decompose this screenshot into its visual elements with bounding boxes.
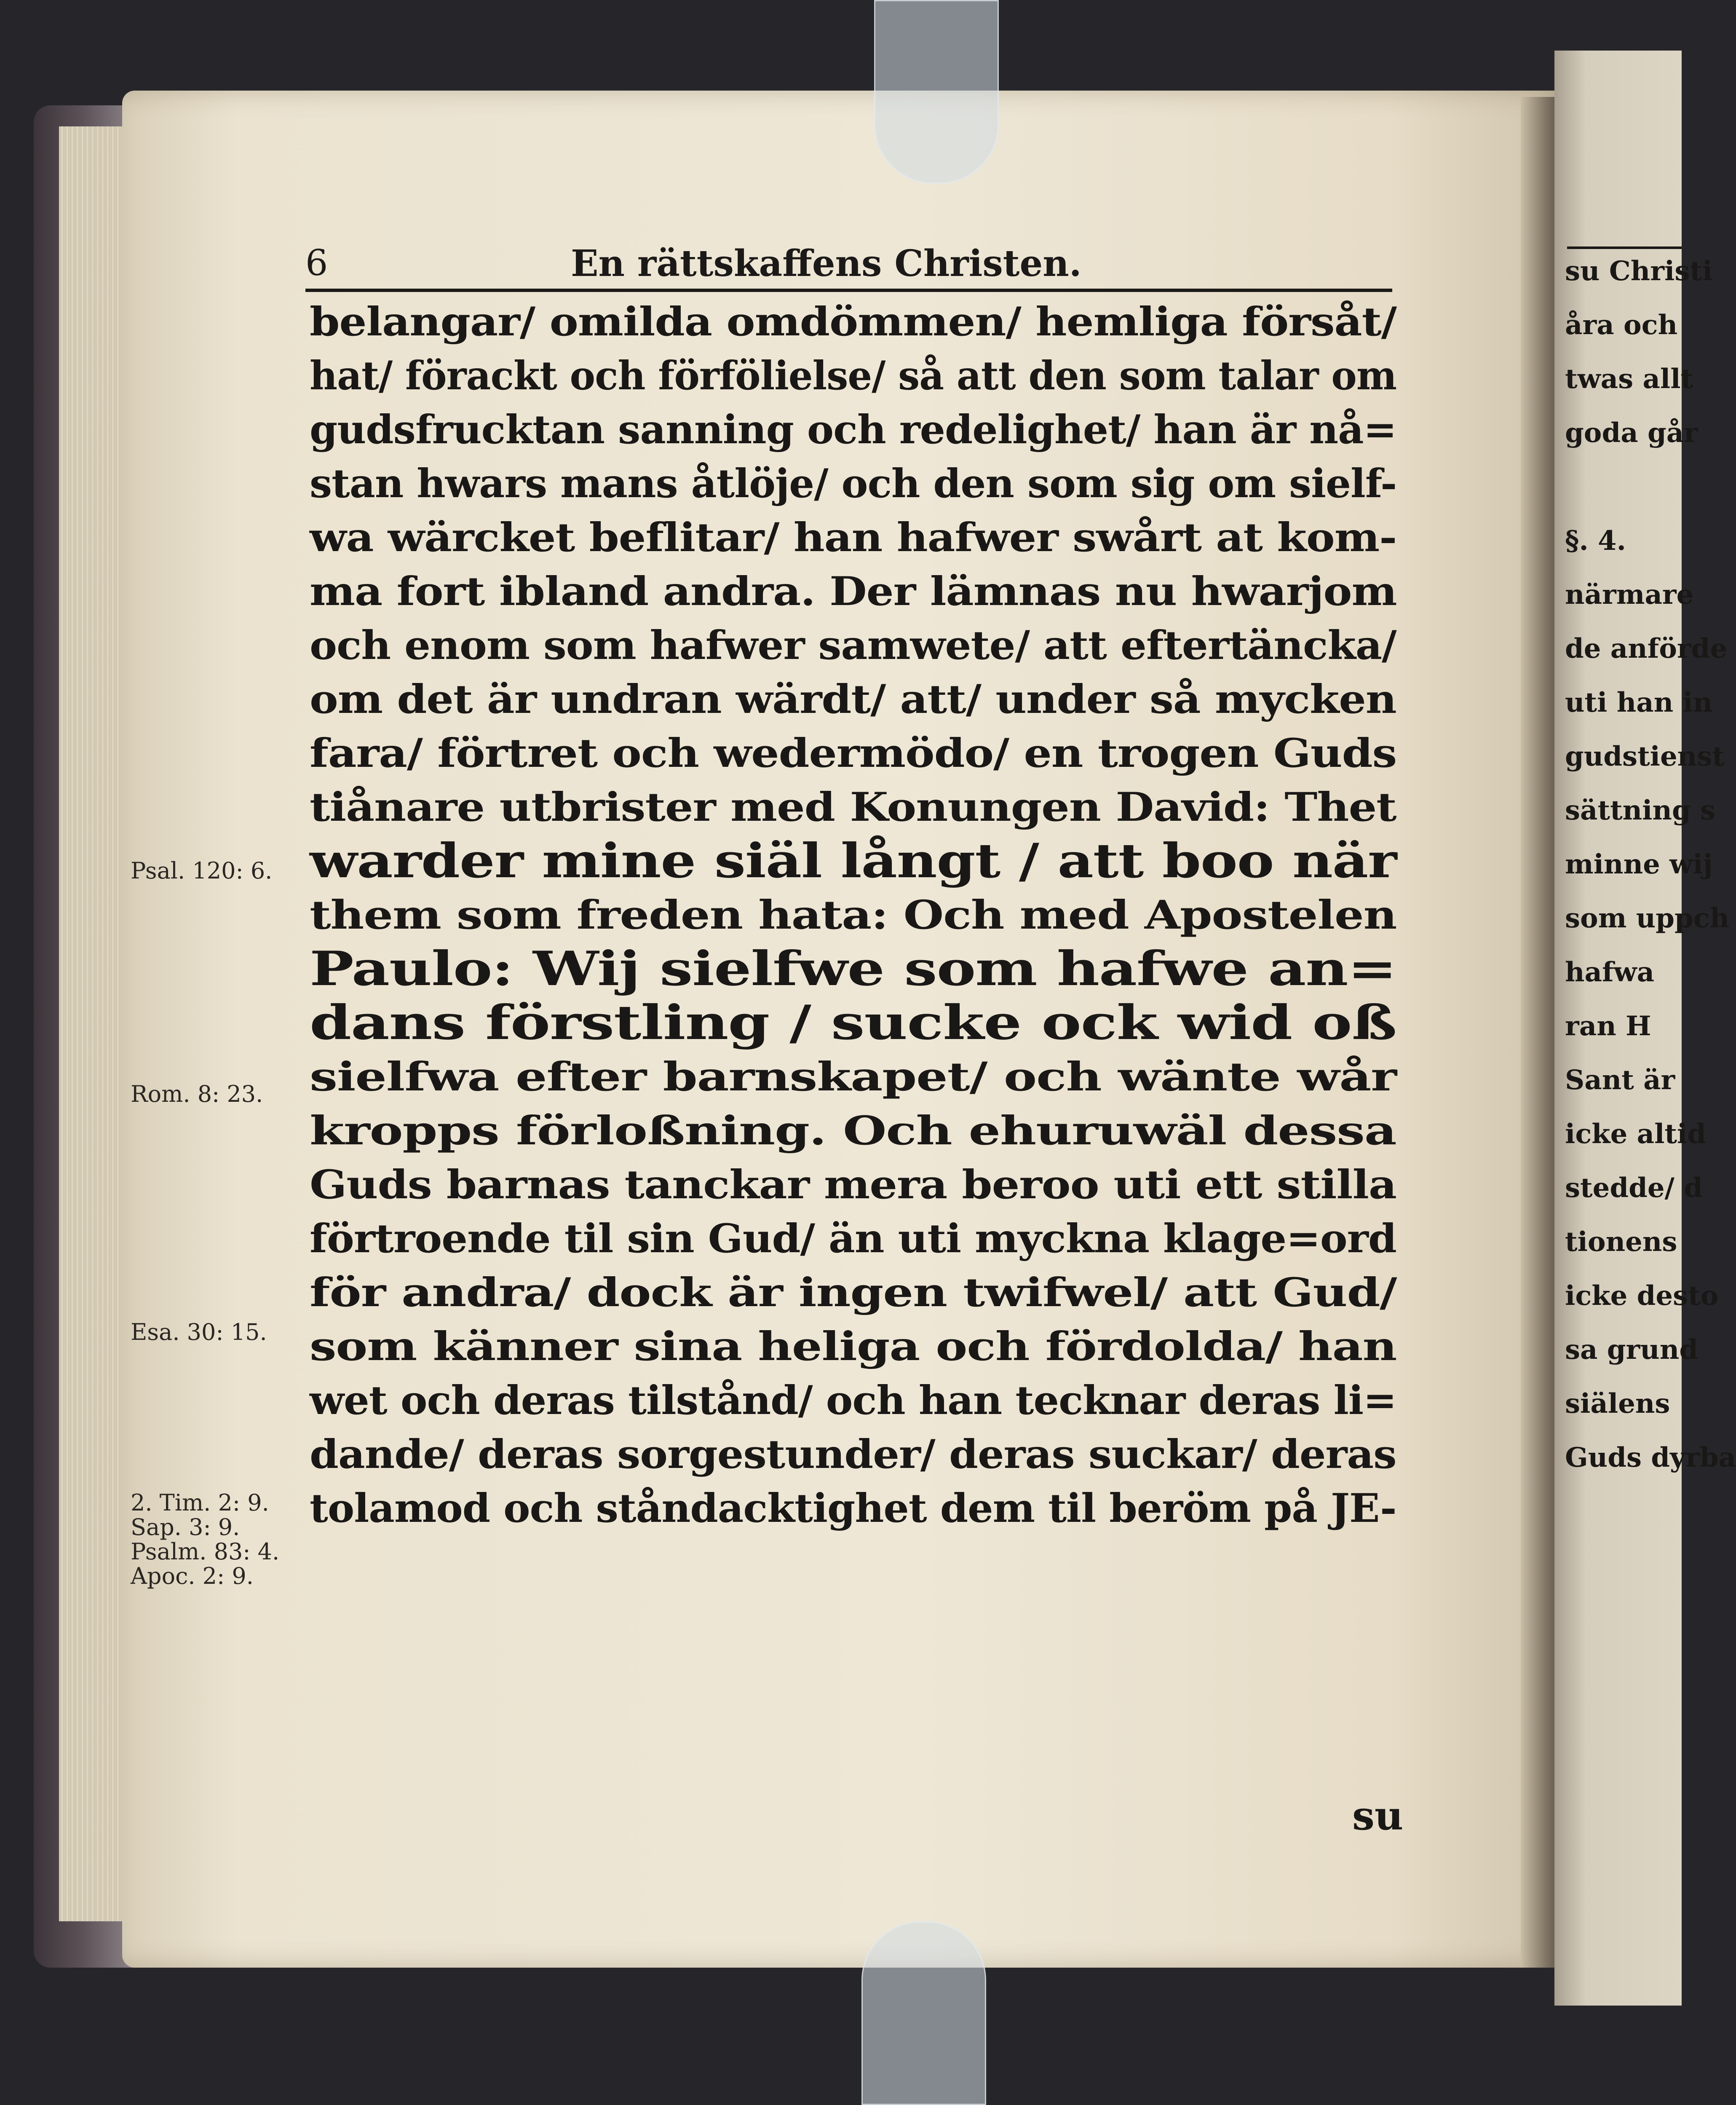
text-line: stan hwars mans åtlöje/ och den som sig om sielf- xyxy=(310,461,1397,507)
right-text-line: Sant är xyxy=(1565,1064,1675,1096)
right-text-line: som uppch xyxy=(1565,903,1730,934)
text-line: hat/ förackt och förfölielse/ så att den som talar om xyxy=(310,353,1397,399)
margin-note-sap: Sap. 3: 9. xyxy=(131,1514,240,1540)
right-text-line: icke desto xyxy=(1565,1280,1719,1312)
catchword: su xyxy=(1352,1793,1404,1839)
right-text-line: ran H xyxy=(1565,1010,1651,1042)
text-line: som känner sina heliga och fördolda/ han xyxy=(310,1323,1397,1370)
margin-note-psalm: Psalm. 83: 4. xyxy=(131,1538,280,1565)
right-text-line: Guds dyrba xyxy=(1565,1442,1736,1473)
right-text-line: hafwa xyxy=(1565,956,1655,988)
text-line: dande/ deras sorgestunder/ deras suckar/ deras xyxy=(310,1431,1396,1478)
right-text-line: minne wij xyxy=(1565,849,1713,880)
right-text-line: goda går xyxy=(1565,417,1698,449)
text-line: belangar/ omilda omdömmen/ hemliga försåt/ xyxy=(310,299,1396,345)
text-line: sielfwa efter barnskapet/ och wänte wår xyxy=(310,1054,1396,1100)
text-line: fara/ förtret och wedermödo/ en trogen Guds xyxy=(310,730,1397,777)
margin-note-rom: Rom. 8: 23. xyxy=(131,1081,263,1107)
right-text-line: twas allt xyxy=(1565,363,1693,395)
right-text-line: närmare xyxy=(1565,579,1694,611)
running-head-title: En rättskaffens Christen. xyxy=(571,242,1082,285)
right-text-line: su Christi xyxy=(1565,255,1713,287)
page-number: 6 xyxy=(305,242,328,284)
margin-note-tim: 2. Tim. 2: 9. xyxy=(131,1489,269,1516)
text-line: förtroende til sin Gud/ än uti myckna klage=ord xyxy=(310,1216,1396,1262)
right-text-line: sättning s xyxy=(1565,795,1716,826)
text-line: och enom som hafwer samwete/ att eftertäncka/ xyxy=(310,622,1396,669)
text-line: kropps förloßning. Och ehuruwäl dessa xyxy=(310,1108,1396,1154)
right-text-line: uti han in xyxy=(1565,687,1713,718)
right-text-line: gudstienst xyxy=(1565,741,1725,772)
right-text-line: siälens xyxy=(1565,1388,1670,1419)
margin-note-apoc: Apoc. 2: 9. xyxy=(131,1563,254,1589)
text-line: tiånare utbrister med Konungen David: Thet xyxy=(310,784,1396,830)
margin-note-psal: Psal. 120: 6. xyxy=(131,857,273,884)
text-line: Paulo: Wij sielfwe som hafwe an= xyxy=(310,941,1396,996)
right-text-line: sa grund xyxy=(1565,1334,1699,1366)
page-clip-top xyxy=(874,0,999,184)
text-line: för andra/ dock är ingen twifwel/ att Gud/ xyxy=(310,1269,1397,1316)
margin-note-esa: Esa. 30: 15. xyxy=(131,1319,267,1345)
text-line: gudsfrucktan sanning och redelighet/ han är nå= xyxy=(310,407,1396,453)
body-text xyxy=(310,295,1396,1535)
right-text-line: §. 4. xyxy=(1565,525,1626,557)
text-line: tolamod och ståndacktighet dem til beröm på JE- xyxy=(310,1485,1396,1532)
right-text-line: de anförde xyxy=(1565,633,1728,664)
text-line: them som freden hata: Och med Apostelen xyxy=(310,892,1397,938)
text-line: ma fort ibland andra. Der lämnas nu hwarjom xyxy=(310,568,1397,615)
text-line: om det är undran wärdt/ att/ under så mycken xyxy=(310,676,1396,723)
right-text-line: icke altid xyxy=(1565,1118,1707,1150)
text-line: Guds barnas tanckar mera beroo uti ett stilla xyxy=(310,1162,1396,1208)
right-page-text xyxy=(1565,244,1736,1485)
text-line: wa wärcket beflitar/ han hafwer swårt at kom- xyxy=(310,514,1397,561)
text-line: dans förstling / sucke ock wid oß xyxy=(310,995,1396,1050)
text-line: wet och deras tilstånd/ och han tecknar deras li= xyxy=(310,1377,1396,1424)
right-text-line xyxy=(1565,460,1679,514)
text-line: warder mine siäl långt / att boo när xyxy=(310,833,1397,889)
right-text-line: tionens xyxy=(1565,1226,1677,1258)
running-head xyxy=(305,242,1392,292)
page-clip-bottom xyxy=(861,1921,986,2105)
right-text-line: stedde/ d xyxy=(1565,1172,1703,1204)
right-text-line: åra och xyxy=(1565,309,1678,341)
